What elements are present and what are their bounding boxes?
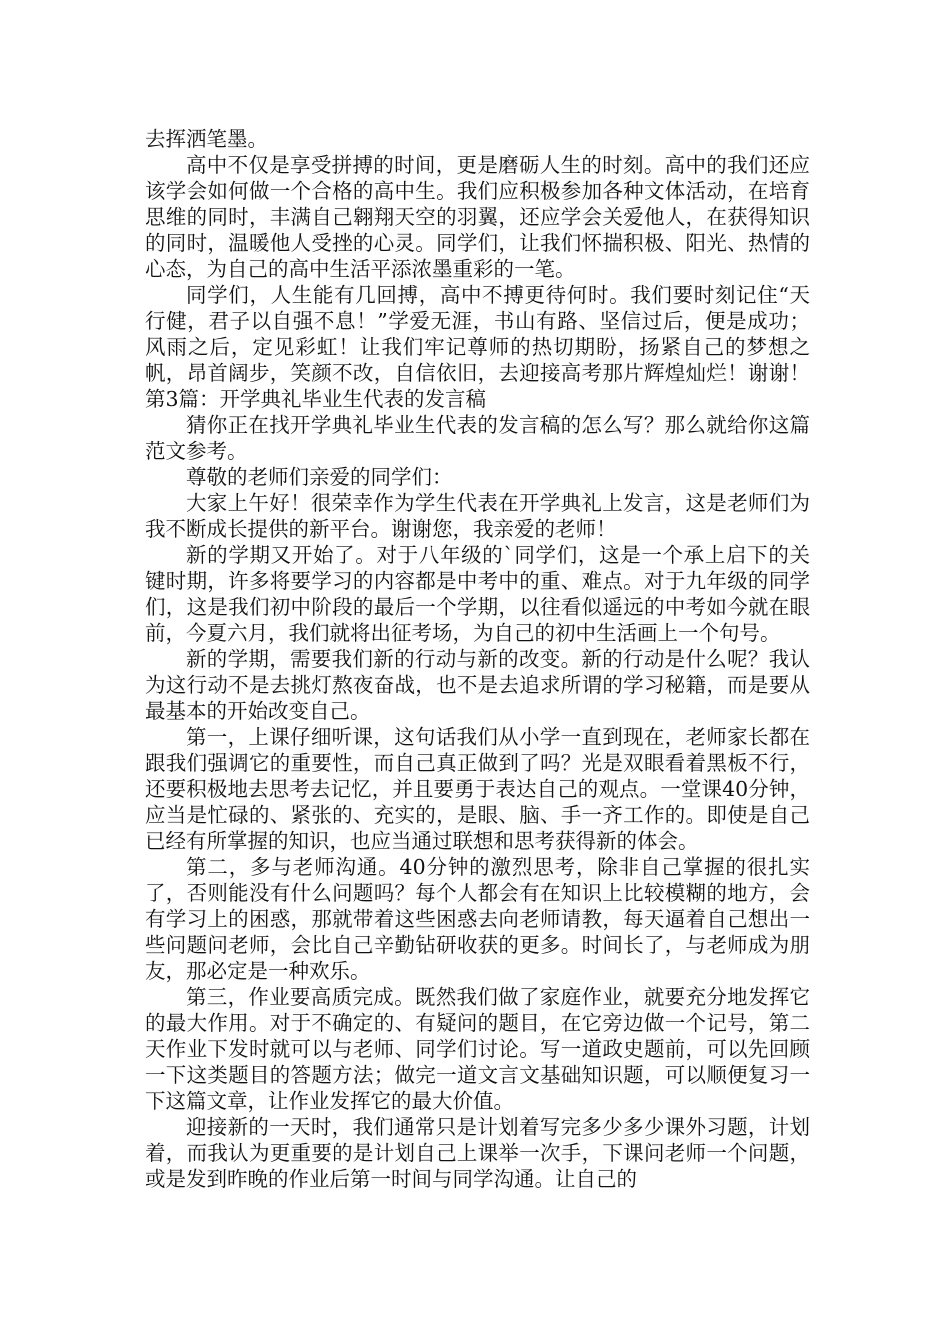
paragraph-first-point: 第一，上课仔细听课，这句话我们从小学一直到现在，老师家长都在跟我们强调它的重要性，而自己真正做到了吗？光是双眼看着黑板不行，还要积极地去思考去记忆，并且要勇于表达自己的观点。一堂课40分钟，应当是忙碌的、紧张的、充实的，是眼、脑、手一齐工作的。即使是自己已经有所掌握的知识，也应当通过联想和思考获得新的体会。	[145, 725, 810, 853]
paragraph-greeting: 大家上午好！很荣幸作为学生代表在开学典礼上发言，这是老师们为我不断成长提供的新平台。谢谢您，我亲爱的老师！	[145, 491, 810, 541]
paragraph-strive: 同学们，人生能有几回搏，高中不搏更待何时。我们要时刻记住“天行健，君子以自强不息！”学爱无涯，书山有路、坚信过后，便是成功；风雨之后，定见彩虹！让我们牢记尊师的热切期盼，扬紧自己的梦想之帆，昂首阔步，笑颜不改，自信依旧，去迎接高考那片辉煌灿烂！谢谢！第3篇：开学典礼毕业生代表的发言稿	[145, 283, 810, 411]
paragraph-continuation: 去挥洒笔墨。	[145, 127, 268, 151]
paragraph-intro-guess: 猜你正在找开学典礼毕业生代表的发言稿的怎么写？那么就给你这篇范文参考。	[145, 413, 810, 463]
document-page	[145, 126, 810, 1192]
paragraph-high-school-life: 高中不仅是享受拼搏的时间，更是磨砺人生的时刻。高中的我们还应该学会如何做一个合格的高中生。我们应积极参加各种文体活动，在培育思维的同时，丰满自己翱翔天空的羽翼，还应学会关爱他人，在获得知识的同时，温暖他人受挫的心灵。同学们，让我们怀揣积极、阳光、热情的心态，为自己的高中生活平添浓墨重彩的一笔。	[145, 153, 810, 281]
paragraph-salutation: 尊敬的老师们亲爱的同学们：	[186, 465, 453, 489]
paragraph-second-point: 第二，多与老师沟通。40分钟的激烈思考，除非自己掌握的很扎实了，否则能没有什么问题吗？每个人都会有在知识上比较模糊的地方，会有学习上的困惑，那就带着这些困惑去向老师请教，每天逼着自己想出一些问题问老师，会比自己辛勤钻研收获的更多。时间长了，与老师成为朋友，那必定是一种欢乐。	[145, 855, 810, 983]
paragraph-new-actions: 新的学期，需要我们新的行动与新的改变。新的行动是什么呢？我认为这行动不是去挑灯熬夜奋战，也不是去追求所谓的学习秘籍，而是要从最基本的开始改变自己。	[145, 647, 810, 723]
paragraph-third-point: 第三，作业要高质完成。既然我们做了家庭作业，就要充分地发挥它的最大作用。对于不确定的、有疑问的题目，在它旁边做一个记号，第二天作业下发时就可以与老师、同学们讨论。写一道政史题前，可以先回顾一下这类题目的答题方法；做完一道文言文基础知识题，可以顺便复习一下这篇文章，让作业发挥它的最大价值。	[145, 985, 810, 1113]
paragraph-new-semester: 新的学期又开始了。对于八年级的`同学们，这是一个承上启下的关键时期，许多将要学习的内容都是中考中的重、难点。对于九年级的同学们，这是我们初中阶段的最后一个学期，以往看似遥远的中考如今就在眼前，今夏六月，我们就将出征考场，为自己的初中生活画上一个句号。	[145, 543, 810, 645]
paragraph-new-day: 迎接新的一天时，我们通常只是计划着写完多少多少课外习题，计划着，而我认为更重要的是计划自己上课举一次手，下课问老师一个问题，或是发到昨晚的作业后第一时间与同学沟通。让自己的	[145, 1115, 810, 1191]
